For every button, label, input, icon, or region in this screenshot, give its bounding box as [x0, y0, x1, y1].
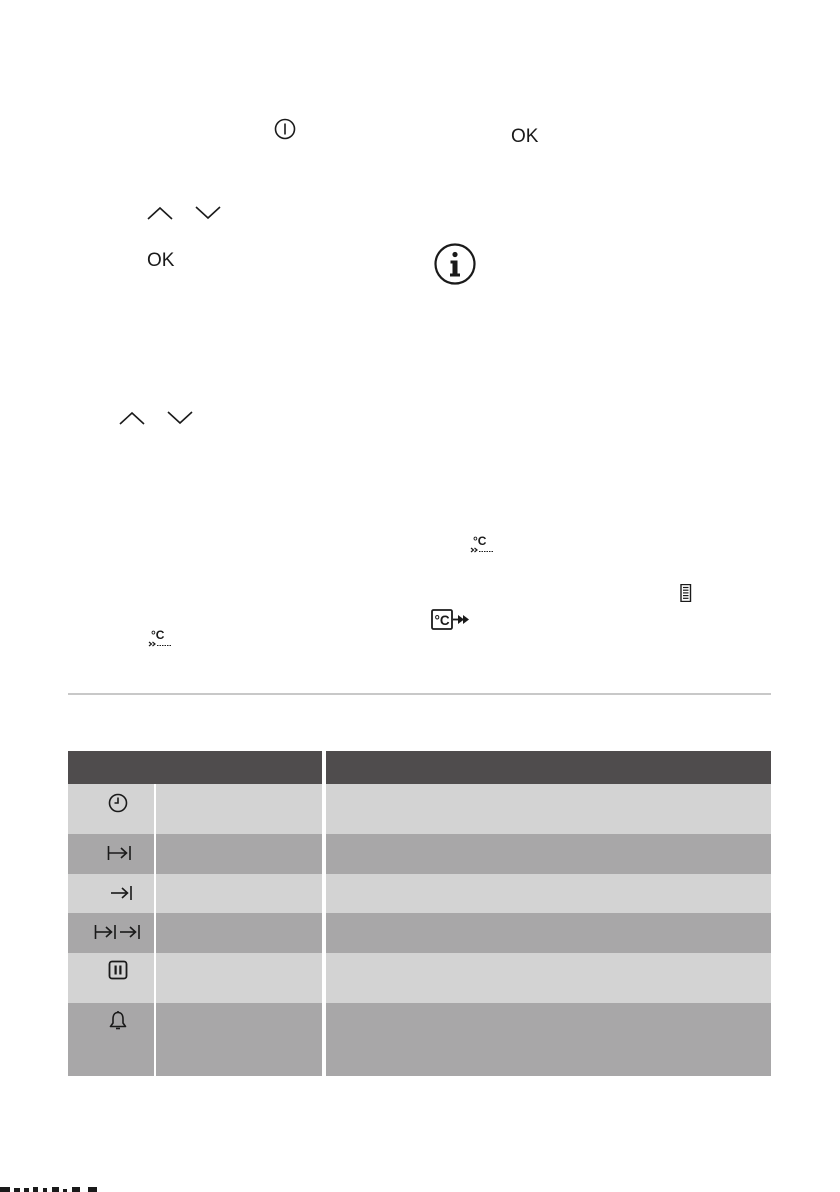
end-time-icon	[110, 884, 136, 902]
table-cell-name	[156, 953, 322, 1003]
table-row-duration	[68, 834, 771, 874]
pause-icon	[108, 960, 128, 980]
table-row-alarm	[68, 1003, 771, 1076]
cropped-footer-text	[0, 1186, 120, 1192]
svg-text:°C: °C	[473, 534, 487, 548]
down-arrow-icon	[194, 205, 222, 221]
time-delay-icon	[94, 923, 144, 941]
table-cell-name	[156, 784, 322, 834]
svg-text:°C: °C	[434, 613, 450, 628]
table-cell-name	[156, 1003, 322, 1076]
table-row-pause	[68, 953, 771, 1003]
table-divider-inner	[154, 784, 156, 1109]
svg-text:OK: OK	[147, 250, 175, 269]
table-cell-description	[326, 953, 771, 1003]
ok-button-icon	[510, 125, 540, 145]
heat-up-indicator-icon	[680, 584, 692, 602]
table-row-end-time	[68, 874, 771, 913]
ok-button-icon-2	[146, 249, 176, 269]
power-icon	[273, 117, 297, 141]
fast-heat-up-icon-2	[147, 628, 175, 650]
duration-icon	[107, 844, 135, 862]
section-divider	[68, 693, 771, 695]
table-cell-name	[156, 913, 322, 953]
table-cell-description	[326, 1003, 771, 1076]
heat-indicator-icon	[431, 609, 471, 631]
svg-text:°C: °C	[151, 628, 165, 642]
up-arrow-icon	[146, 205, 174, 221]
table-cell-description	[326, 834, 771, 874]
table-cell-name	[156, 874, 322, 913]
bell-icon	[108, 1010, 128, 1032]
table-header-left	[68, 751, 322, 784]
svg-text:OK: OK	[511, 126, 539, 145]
info-icon	[433, 242, 477, 286]
table-cell-name	[156, 834, 322, 874]
down-arrow-icon-2	[166, 410, 194, 426]
table-cell-description	[326, 874, 771, 913]
table-row-time-delay	[68, 913, 771, 953]
up-arrow-icon-2	[118, 410, 146, 426]
table-cell-description	[326, 913, 771, 953]
table-divider-main	[322, 751, 326, 1109]
table-header-right	[326, 751, 771, 784]
table-row-clock	[68, 784, 771, 834]
clock-icon	[107, 792, 129, 814]
fast-heat-up-icon	[469, 534, 497, 556]
table-cell-description	[326, 784, 771, 834]
